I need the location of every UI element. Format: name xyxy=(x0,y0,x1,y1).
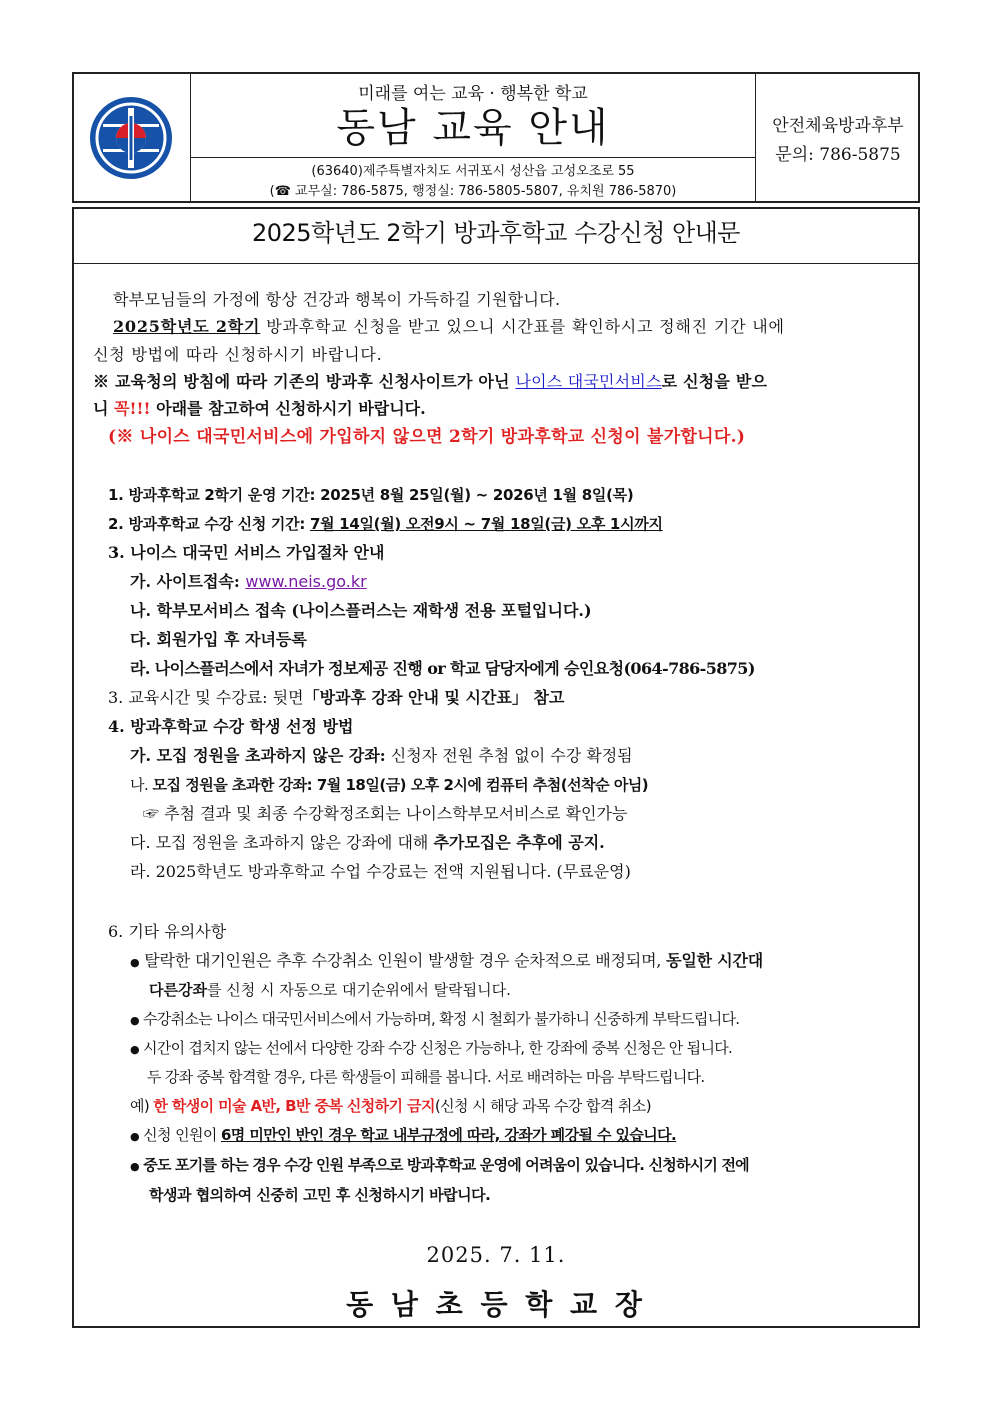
warning-line: (※ 나이스 대국민서비스에 가입하지 않으면 2학기 방과후학교 신청이 불가합니다.) xyxy=(108,427,746,447)
item-3b xyxy=(108,688,564,708)
header-title: 동남 교육 안내 xyxy=(336,105,610,151)
bullet-4-a: 신청 인원이 xyxy=(143,1126,221,1144)
header-address: (63640)제주특별자치도 서귀포시 성산읍 고성오조로 55 xyxy=(311,164,635,179)
bullet-3 xyxy=(130,1038,732,1060)
item-1: 1. 방과후학교 2학기 운영 기간: 2025년 8월 25일(월) ~ 2026년 1월 8일(목) xyxy=(108,486,634,504)
bullet-1 xyxy=(130,951,763,973)
item-4-a-label: 가. 모집 정원을 초과하지 않은 강좌: xyxy=(130,746,386,765)
bullet-4-emphasis: 6명 미만인 반인 경우 학교 내부규정에 따라, 강좌가 폐강될 수 있습니다. xyxy=(220,1126,677,1144)
item-4-a-text: 신청자 전원 추첨 없이 수강 확정됨 xyxy=(385,746,633,765)
item-3-a-label: 가. 사이트접속: xyxy=(130,572,246,591)
header-slogan: 미래를 여는 교육 · 행복한 학교 xyxy=(358,84,588,104)
bullet-icon: ● xyxy=(130,1043,139,1056)
intro-line-1 xyxy=(113,317,785,337)
bullet-5-a: 중도 포기를 하는 경우 수강 인원 부족으로 방과후학교 운영에 어려움이 있습니다. 신청하시기 전에 xyxy=(143,1156,749,1174)
bullet-5-cont: 학생과 협의하여 신중히 고민 후 신청하시기 바랍니다. xyxy=(149,1186,491,1204)
bullet-1-a: 탈락한 대기인원은 추후 수강취소 인원이 발생할 경우 순차적으로 배정되며, xyxy=(144,951,667,970)
notice-text-d: 아래를 참고하여 신청하시기 바랍니다. xyxy=(150,399,426,418)
example-rest: (신청 시 해당 과목 수강 합격 취소) xyxy=(434,1097,651,1115)
notice-line-1 xyxy=(93,372,767,392)
bullet-1-emphasis: 동일한 시간대 xyxy=(666,951,764,970)
header-dept: 안전체육방과후부 xyxy=(772,116,904,136)
item-4-d: 라. 2025학년도 방과후학교 수업 수강료는 전액 지원됩니다. (무료운영) xyxy=(130,862,631,881)
notice-line-2 xyxy=(93,399,426,419)
bullet-icon: ● xyxy=(130,956,140,969)
notice-text-b: 로 신청을 받으 xyxy=(661,372,768,391)
item-4-a xyxy=(130,746,633,766)
notice-text-c: 니 xyxy=(93,399,115,418)
item-6: 6. 기타 유의사항 xyxy=(108,922,227,941)
document-title: 2025학년도 2학기 방과후학교 수강신청 안내문 xyxy=(252,219,740,247)
bullet-3-cont: 두 강좌 중복 합격할 경우, 다른 학생들이 피해를 봅니다. 서로 배려하는 마음 부탁드립니다. xyxy=(147,1068,705,1086)
bullet-3-a: 시간이 겹치지 않는 선에서 다양한 강좌 수강 신청은 가능하나, 한 강좌에 중복 신청은 안 됩니다. xyxy=(142,1039,733,1057)
document-date: 2025. 7. 11. xyxy=(426,1243,566,1267)
item-4-b-label: 나. xyxy=(130,776,153,794)
item-3-c: 다. 회원가입 후 자녀등록 xyxy=(130,630,307,649)
bullet-1-b: 를 신청 시 자동으로 대기순위에서 탈락됩니다. xyxy=(206,981,511,999)
item-4: 4. 방과후학교 수강 학생 선정 방법 xyxy=(108,717,354,736)
signature: 동 남 초 등 학 교 장 xyxy=(346,1288,646,1321)
neis-site-link[interactable]: www.neis.go.kr xyxy=(245,572,367,591)
item-4-c xyxy=(130,833,605,853)
item-3-b: 나. 학부모서비스 접속 (나이스플러스는 재학생 전용 포털입니다.) xyxy=(130,601,592,620)
item-4-c-a: 다. 모집 정원을 초과하지 않은 강좌에 대해 xyxy=(130,833,434,852)
notice-text-a: ※ 교육청의 방침에 따라 기존의 방과후 신청사이트가 아닌 xyxy=(93,372,516,391)
bullet-icon: ● xyxy=(130,1160,139,1173)
bullet-icon: ● xyxy=(130,1130,139,1143)
example-warning: 한 학생이 미술 A반, B반 중복 신청하기 금지 xyxy=(153,1097,435,1115)
bullet-icon: ● xyxy=(130,1014,139,1027)
neis-service-link[interactable]: 나이스 대국민서비스 xyxy=(515,372,662,391)
item-4-b xyxy=(130,775,648,795)
item-3: 3. 나이스 대국민 서비스 가입절차 안내 xyxy=(108,543,385,562)
header-contact: 문의: 786-5875 xyxy=(775,145,901,165)
greeting: 학부모님들의 가정에 항상 건강과 행복이 가득하길 기원합니다. xyxy=(113,290,561,309)
bullet-1-cont xyxy=(149,980,511,1000)
item-2 xyxy=(108,514,663,534)
bullet-5 xyxy=(130,1155,749,1177)
item-4-note: ☞ 추첨 결과 및 최종 수강확정조회는 나이스학부모서비스로 확인가능 xyxy=(143,804,628,823)
intro-text: 방과후학교 신청을 받고 있으니 시간표를 확인하시고 정해진 기간 내에 xyxy=(260,317,785,336)
bullet-1-emphasis-2: 다른강좌 xyxy=(149,981,207,999)
bullet-4 xyxy=(130,1125,676,1147)
bullet-2-text: 수강취소는 나이스 대국민서비스에서 가능하며, 확정 시 철회가 불가하니 신중하게 부탁드립니다. xyxy=(142,1010,740,1028)
item-3b-b: 참고 xyxy=(527,688,565,707)
example-line xyxy=(130,1096,651,1116)
item-3b-emphasis: 「방과후 강좌 안내 및 시간표」 xyxy=(303,688,528,707)
item-3-d: 라. 나이스플러스에서 자녀가 정보제공 진행 or 학교 담당자에게 승인요청(064-786-5875) xyxy=(130,659,755,678)
intro-line-2: 신청 방법에 따라 신청하시기 바랍니다. xyxy=(93,345,383,364)
bullet-2 xyxy=(130,1009,739,1031)
example-label: 예) xyxy=(130,1097,154,1115)
item-2-label: 2. 방과후학교 수강 신청 기간: xyxy=(108,515,310,533)
item-3-a xyxy=(130,572,367,592)
header-phones: (☎ 교무실: 786-5875, 행정실: 786-5805-5807, 유치원 786-5870) xyxy=(269,184,677,199)
notice-must: 꼭!!! xyxy=(114,399,151,418)
item-4-b-text: 모집 정원을 초과한 강좌: 7월 18일(금) 오후 2시에 컴퓨터 추첨(선착순 아님) xyxy=(152,776,649,794)
intro-emphasis: 2025학년도 2학기 xyxy=(113,317,261,336)
item-2-value: 7월 14일(월) 오전9시 ~ 7월 18일(금) 오후 1시까지 xyxy=(309,515,663,533)
item-3b-a: 3. 교육시간 및 수강료: 뒷면 xyxy=(108,688,304,707)
item-4-c-emphasis: 추가모집은 추후에 공지. xyxy=(433,833,605,852)
